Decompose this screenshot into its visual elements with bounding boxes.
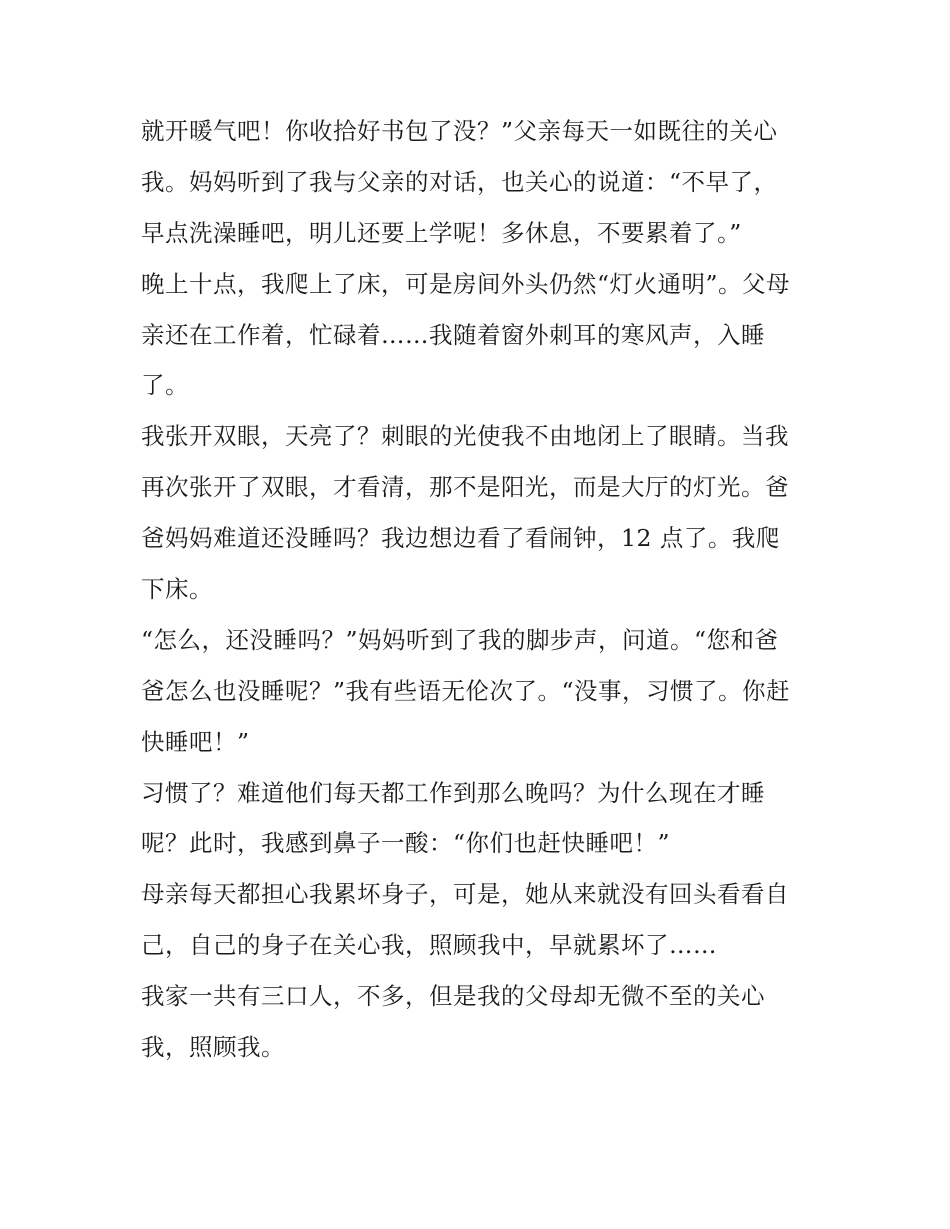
text-line-6: 了。 (141, 371, 189, 400)
text-line-4: 晚上十点，我爬上了床，可是房间外头仍然“灯火通明”。父母 (141, 269, 791, 298)
text-line-14: 习惯了？难道他们每天都工作到那么晚吗？为什么现在才睡 (141, 778, 765, 807)
text-line-8: 再次张开了双眼，才看清，那不是阳光，而是大厅的灯光。爸 (141, 473, 789, 502)
text-line-18: 我家一共有三口人，不多，但是我的父母却无微不至的关心 (141, 982, 765, 1011)
text-line-16: 母亲每天都担心我累坏身子，可是，她从来就没有回头看看自 (141, 880, 789, 909)
text-line-7: 我张开双眼，天亮了？刺眼的光使我不由地闭上了眼睛。当我 (141, 422, 789, 451)
text-line-15: 呢？此时，我感到鼻子一酸：“你们也赶快睡吧！” (141, 829, 671, 858)
text-line-11: “怎么，还没睡吗？”妈妈听到了我的脚步声，问道。“您和爸 (141, 625, 779, 654)
text-line-13: 快睡吧！” (141, 727, 250, 756)
text-line-12: 爸怎么也没睡呢？”我有些语无伦次了。“没事，习惯了。你赶 (141, 676, 791, 705)
text-line-10: 下床。 (141, 575, 213, 604)
text-line-19: 我，照顾我。 (141, 1033, 285, 1062)
text-line-3: 早点洗澡睡吧，明儿还要上学呢！多休息，不要累着了。” (141, 218, 742, 247)
text-line-17: 己，自己的身子在关心我，照顾我中，早就累坏了…… (141, 931, 717, 960)
text-line-1: 就开暖气吧！你收拾好书包了没？”父亲每天一如既往的关心 (141, 117, 778, 145)
text-line-9: 爸妈妈难道还没睡吗？我边想边看了看闹钟，12 点了。我爬 (141, 524, 780, 553)
text-line-2: 我。妈妈听到了我与父亲的对话，也关心的说道：“不早了， (141, 167, 778, 196)
text-line-5: 亲还在工作着，忙碌着……我随着窗外刺耳的寒风声，入睡 (141, 320, 765, 349)
essay-text (141, 106, 841, 1073)
